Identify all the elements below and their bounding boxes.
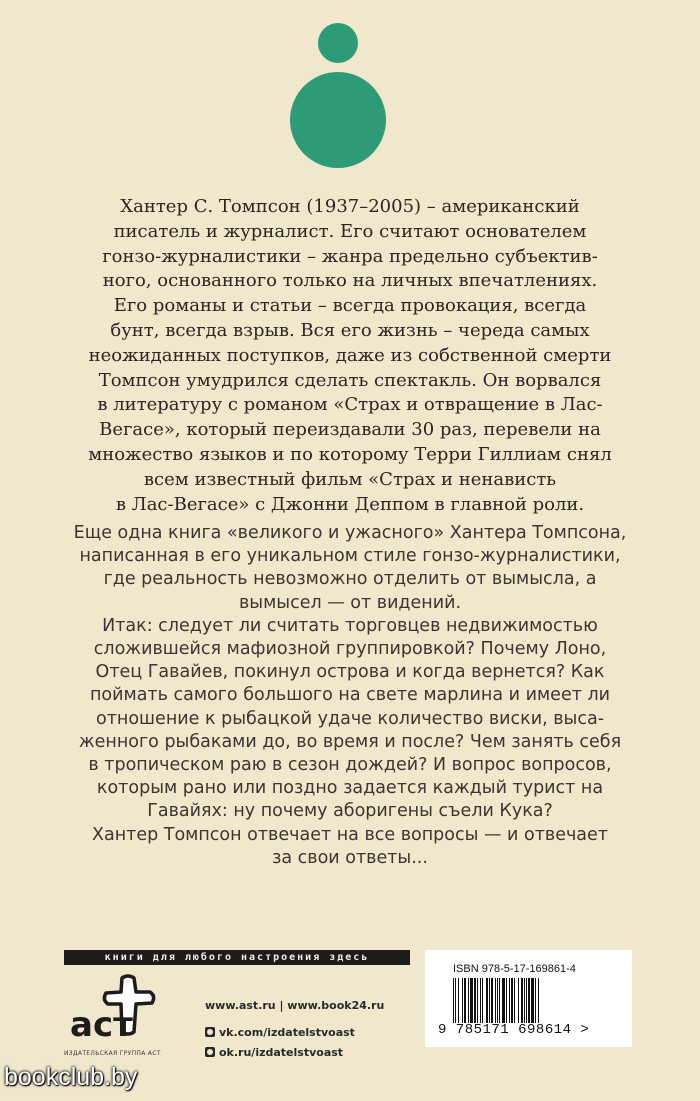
blurb-line: Хантер Томпсон отвечает на все вопросы — и отвечает [91,824,608,845]
bio-line: бунт, всегда взрыв. Вся его жизнь – череда самых [110,319,590,341]
bio-line: Хантер С. Томпсон (1937–2005) – американский [120,196,580,217]
decorative-dot-large [290,72,386,168]
blurb-line: Гавайях: ну почему аборигены съели Кука? [147,801,553,822]
blurb-line: Еще одна книга «великого и ужасного» Хантера Томпсона, [73,523,627,543]
blurb-line: написанная в его уникальном стиле гонзо-журналистики, [79,546,621,567]
bio-line: Его романы и статьи – всегда провокация, всегда [113,295,587,317]
blurb-line: поймать самого большого на свете марлина и имеет ли [89,685,611,706]
bio-line: множество языков и по которому Терри Гиллиам снял [88,443,612,465]
ok-link-text: ok.ru/izdatelstvoast [219,1045,344,1059]
bio-line: Вегасе», который переиздавали 30 раз, перевели на [99,419,601,441]
author-bio [88,195,612,517]
bio-line: ного, основанного только на личных впечатлениях. [102,270,598,292]
book-blurb [70,522,630,870]
barcode-digits: 9 785171 698614 > [438,1022,590,1038]
ok-link[interactable] [205,1042,384,1062]
blurb-line: Итак: следует ли считать торговцев недвижимостью [102,615,598,636]
barcode [453,978,578,1023]
bio-line: в Лас-Вегасе» с Джонни Деппом в главной роли. [115,493,585,515]
blurb-line: вымысел — от видений. [238,592,462,613]
tagline-bar: книги для любого настроения здесь [64,950,410,965]
blurb-line: где реальность невозможно отделить от вымысла, а [103,569,597,590]
website-links[interactable]: www.ast.ru | www.book24.ru [205,998,385,1012]
blurb-line: женного рыбаками до, во время и после? Чем занять себя [78,731,622,752]
vk-link-text: vk.com/izdatelstvoast [219,1025,355,1039]
vk-link[interactable] [205,1022,384,1042]
decorative-dot-small [318,23,358,63]
blurb-line: сложившейся мафиозной группировкой? Почему Лоно, [93,639,607,660]
blurb-line: отношение к рыбацкой удаче количество виски, выса- [95,708,605,729]
blurb-line: в тропическом раю в сезон дождей? И вопрос вопросов, [88,755,612,776]
blurb-line: за свои ответы... [272,847,428,868]
ast-logo [64,970,174,1060]
blurb-line: Отец Гавайев, покинул острова и когда вернется? Как [95,662,605,683]
bio-line: писатель и журналист. Его считают основателем [113,220,587,242]
blurb-line: которым рано или поздно задается каждый турист на [96,778,604,799]
publisher-caption: ИЗДАТЕЛЬСКАЯ ГРУППА АСТ [64,1050,161,1057]
bio-line: всем известный фильм «Страх и ненависть [143,468,557,490]
bio-line: неожиданных поступков, даже из собственной смерти [88,344,612,366]
publisher-links [205,995,384,1062]
ok-icon [205,1047,215,1057]
logo-text: аст [70,1005,133,1045]
vk-icon [205,1027,215,1037]
bio-line: Томпсон умудрился сделать спектакль. Он ворвался [98,369,602,391]
isbn-number: ISBN 978-5-17-169861-4 [453,963,576,975]
bio-line: в литературу с романом «Страх и отвращение в Лас- [97,394,603,416]
bio-line: гонзо-журналистики – жанра предельно субъектив- [102,245,598,267]
watermark: bookclub.by [4,1063,138,1091]
